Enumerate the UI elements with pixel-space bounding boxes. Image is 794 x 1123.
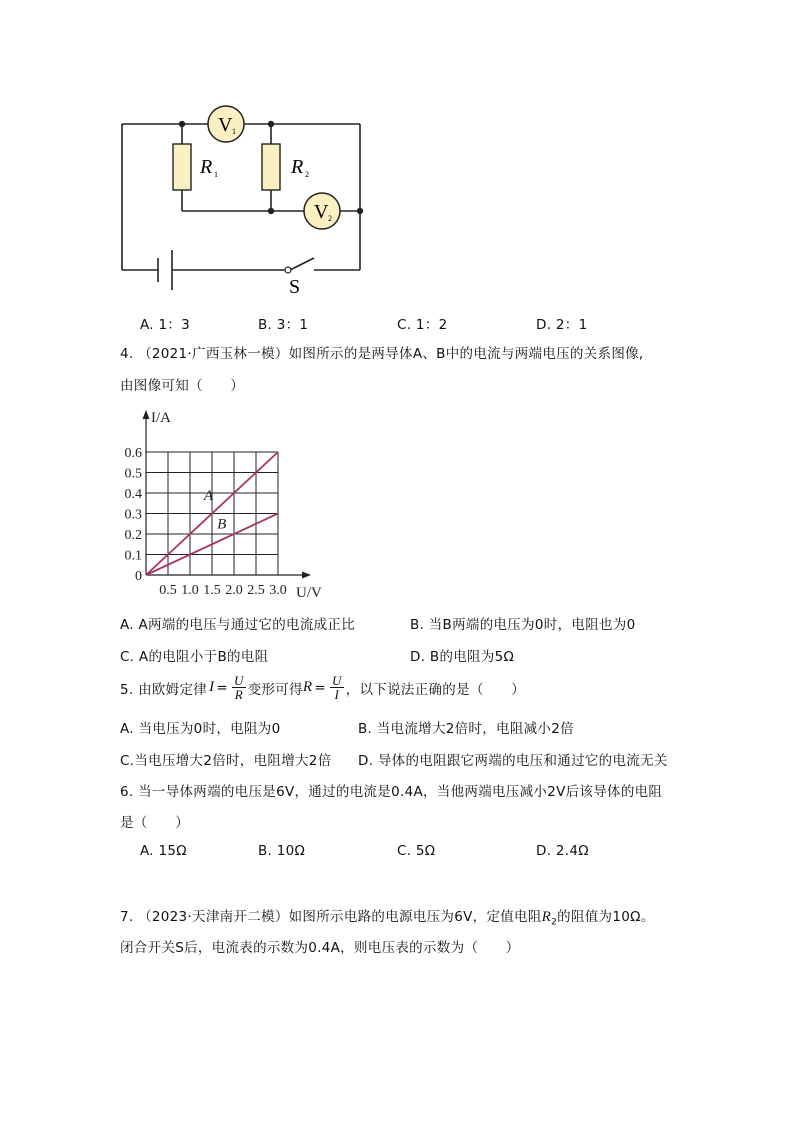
q5-deriv-den: I [334,687,340,702]
q6-option-a: A. 15Ω [140,843,187,859]
q4-stem-line1: 4. （2021·广西玉林一模）如图所示的是两导体A、B中的电流与两端电压的关系图像, [120,346,644,362]
q3-option-d: D. 2：1 [536,317,588,333]
y-tick-label: 0.4 [124,487,142,502]
v1-label: V [218,114,233,136]
q7-line1-a: 7. （2023·天津南开二模）如图所示电路的电源电压为6V，定值电阻 [120,909,542,925]
q6-stem-line1: 6. 当一导体两端的电压是6V，通过的电流是0.4A，当他两端电压减小2V后该导体的电阻 [120,784,663,800]
x-axis-label: U/V [296,585,322,601]
x-tick-label: 3.0 [269,583,287,598]
v2-label: V [314,201,329,223]
q4-option-a: A. A两端的电压与通过它的电流成正比 [120,617,356,633]
resistor-r1 [173,144,191,190]
q4-stem-line2: 由图像可知（ ） [120,378,245,394]
x-tick-label: 0.5 [159,583,177,598]
q5-law-den: R [234,687,243,702]
y-tick-label: 0.5 [124,466,142,482]
chart-labels [125,410,323,601]
x-tick-label: 1.5 [203,583,221,598]
switch-label: S [289,276,301,298]
y-tick-label: 0.2 [124,528,142,543]
q7-line1-b: 的阻值为10Ω。 [557,909,655,925]
y-axis-label: I/A [151,410,171,426]
x-tick-label: 2.5 [247,583,265,598]
q5-law-fraction [232,674,246,701]
y-tick-label: 0.3 [124,507,142,523]
v2-subscript: 2 [328,214,332,223]
q5-law-lhs: I [209,679,215,695]
q5-option-c: C.当电压增大2倍时，电阻增大2倍 [120,753,332,769]
q4-option-b: B. 当B两端的电压为0时，电阻也为0 [410,617,636,633]
q6-option-d: D. 2.4Ω [536,843,589,859]
q5-law-num: U [234,673,244,688]
q7-stem-line1 [120,905,655,928]
iu-chart [120,404,340,604]
q7-r-symbol: R [541,909,552,925]
q7-r-subscript: 2 [551,917,558,928]
q5-prefix: 5. 由欧姆定律 [120,681,208,698]
r1-subscript: 1 [214,170,218,179]
y-tick-label: 0 [135,569,142,584]
q5-option-d: D. 导体的电阻跟它两端的电压和通过它的电流无关 [358,753,668,769]
q5-deriv-fraction [330,674,344,701]
y-tick-label: 0.1 [124,548,142,564]
v1-subscript: 1 [232,127,236,136]
resistor-r2 [262,144,280,190]
series-label-A: A [203,488,214,505]
r1-label: R [200,156,213,178]
q6-option-c: C. 5Ω [397,843,436,859]
q5-deriv-lhs: R [302,679,313,695]
q4-option-d: D. B的电阻为5Ω [410,649,515,665]
q5-stem: 5. 由欧姆定律 I = $\frac{U}{R}$ 变形可得 R = $\frac{U}{I}$ ，以下说法正确的是（ ） [120,673,526,702]
r2-label: R [291,156,304,178]
x-tick-label: 1.0 [181,583,199,598]
q6-stem-line2: 是（ ） [120,815,189,831]
q4-option-c: C. A的电阻小于B的电阻 [120,649,269,665]
x-tick-label: 2.0 [225,583,243,598]
q6-option-b: B. 10Ω [258,843,306,859]
series-label-B: B [217,516,227,533]
q3-option-c: C. 1：2 [397,317,448,333]
y-tick-label: 0.6 [124,446,142,461]
y-axis-arrow [143,410,150,419]
q3-option-b: B. 3：1 [258,317,309,333]
r2-subscript: 2 [305,170,309,179]
q5-suffix: ，以下说法正确的是（ ） [345,681,526,698]
q3-option-a: A. 1：3 [140,317,191,333]
x-axis-arrow [302,572,311,579]
q5-mid: 变形可得 [247,681,303,698]
q5-option-b: B. 当电流增大2倍时，电阻减小2倍 [358,721,574,737]
q5-option-a: A. 当电压为0时，电阻为0 [120,721,281,737]
q5-deriv-num: U [332,673,342,688]
circuit-diagram [110,100,380,300]
q7-stem-line2: 闭合开关S后，电流表的示数为0.4A，则电压表的示数为（ ） [120,940,520,956]
